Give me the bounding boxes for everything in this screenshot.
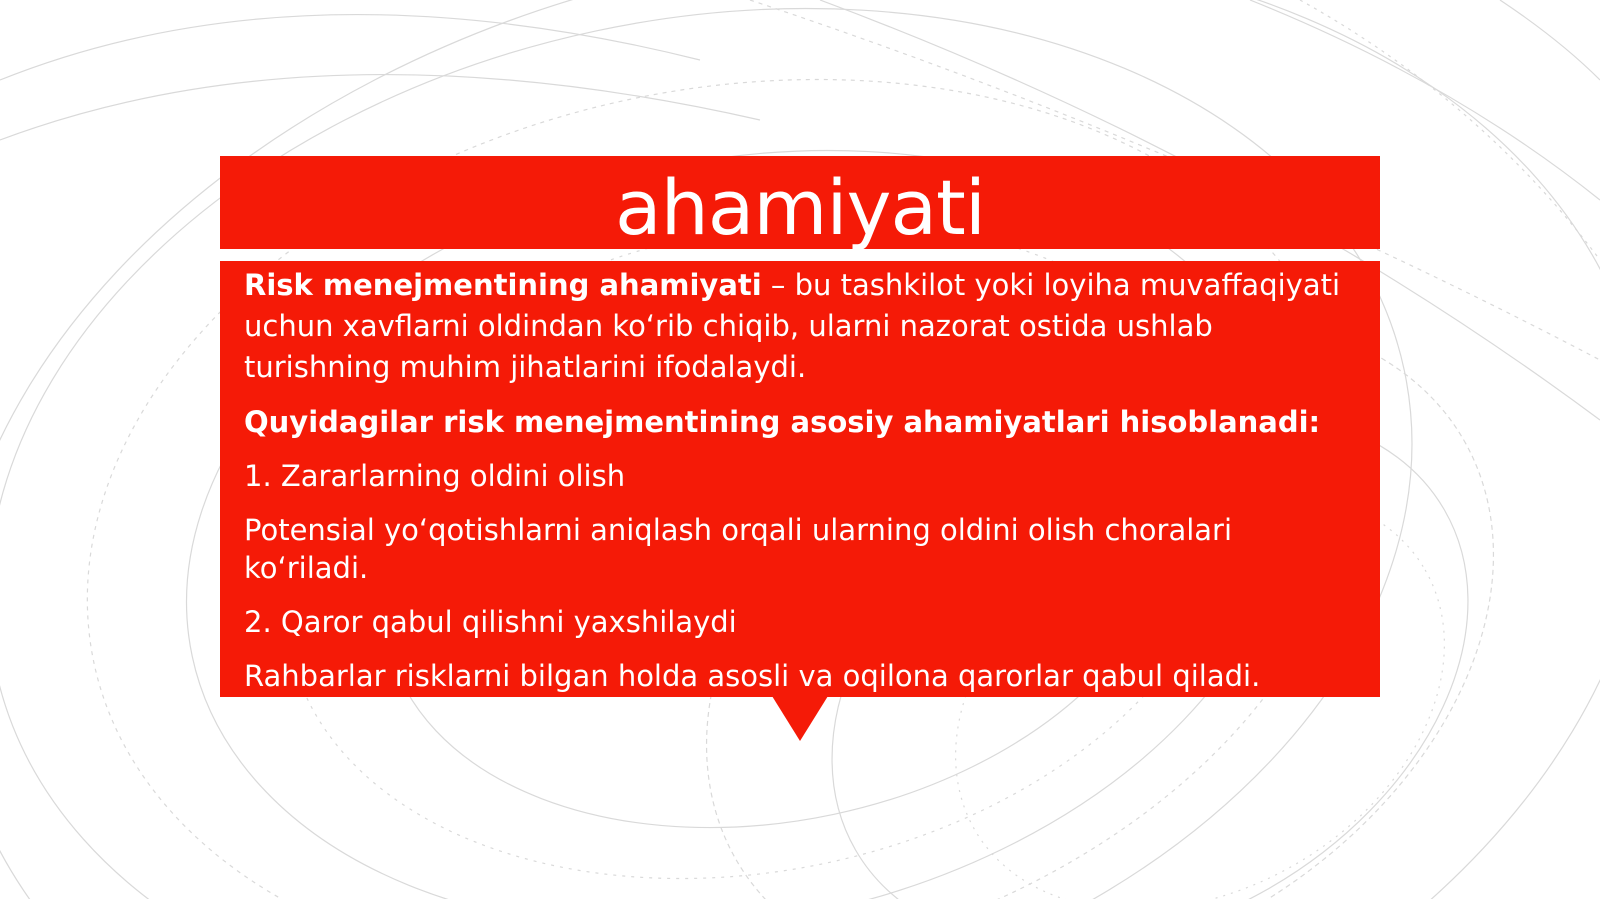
list-item-1: 1. Zararlarning oldini olish [244, 459, 626, 493]
intro-text: – bu tashkilot yoki loyiha muvaffaqiyati uchun xavflarni oldindan ko‘rib chiqib, ularni nazorat ostida ushlab turishning muhim jihatlarini ifodalaydi. [244, 268, 1341, 384]
title-band [220, 156, 1380, 249]
list-heading: Quyidagilar risk menejmentining asosiy ahamiyatlari hisoblanadi: [244, 405, 1321, 439]
intro-bold-term: Risk menejmentining ahamiyati [244, 268, 762, 302]
list-item-2-description: Rahbarlar risklarni bilgan holda asosli va oqilona qarorlar qabul qiladi. [244, 659, 1261, 693]
content-body [244, 265, 1364, 697]
slide-title: ahamiyati [615, 163, 985, 249]
content-box [220, 261, 1380, 697]
intro-paragraph [244, 265, 1364, 388]
list-item-1-description: Potensial yo‘qotishlarni aniqlash orqali ularning oldini olish choralari ko‘riladi. [244, 513, 1233, 585]
list-item-2: 2. Qaror qabul qilishni yaxshilaydi [244, 605, 737, 639]
callout-pointer [772, 696, 828, 741]
